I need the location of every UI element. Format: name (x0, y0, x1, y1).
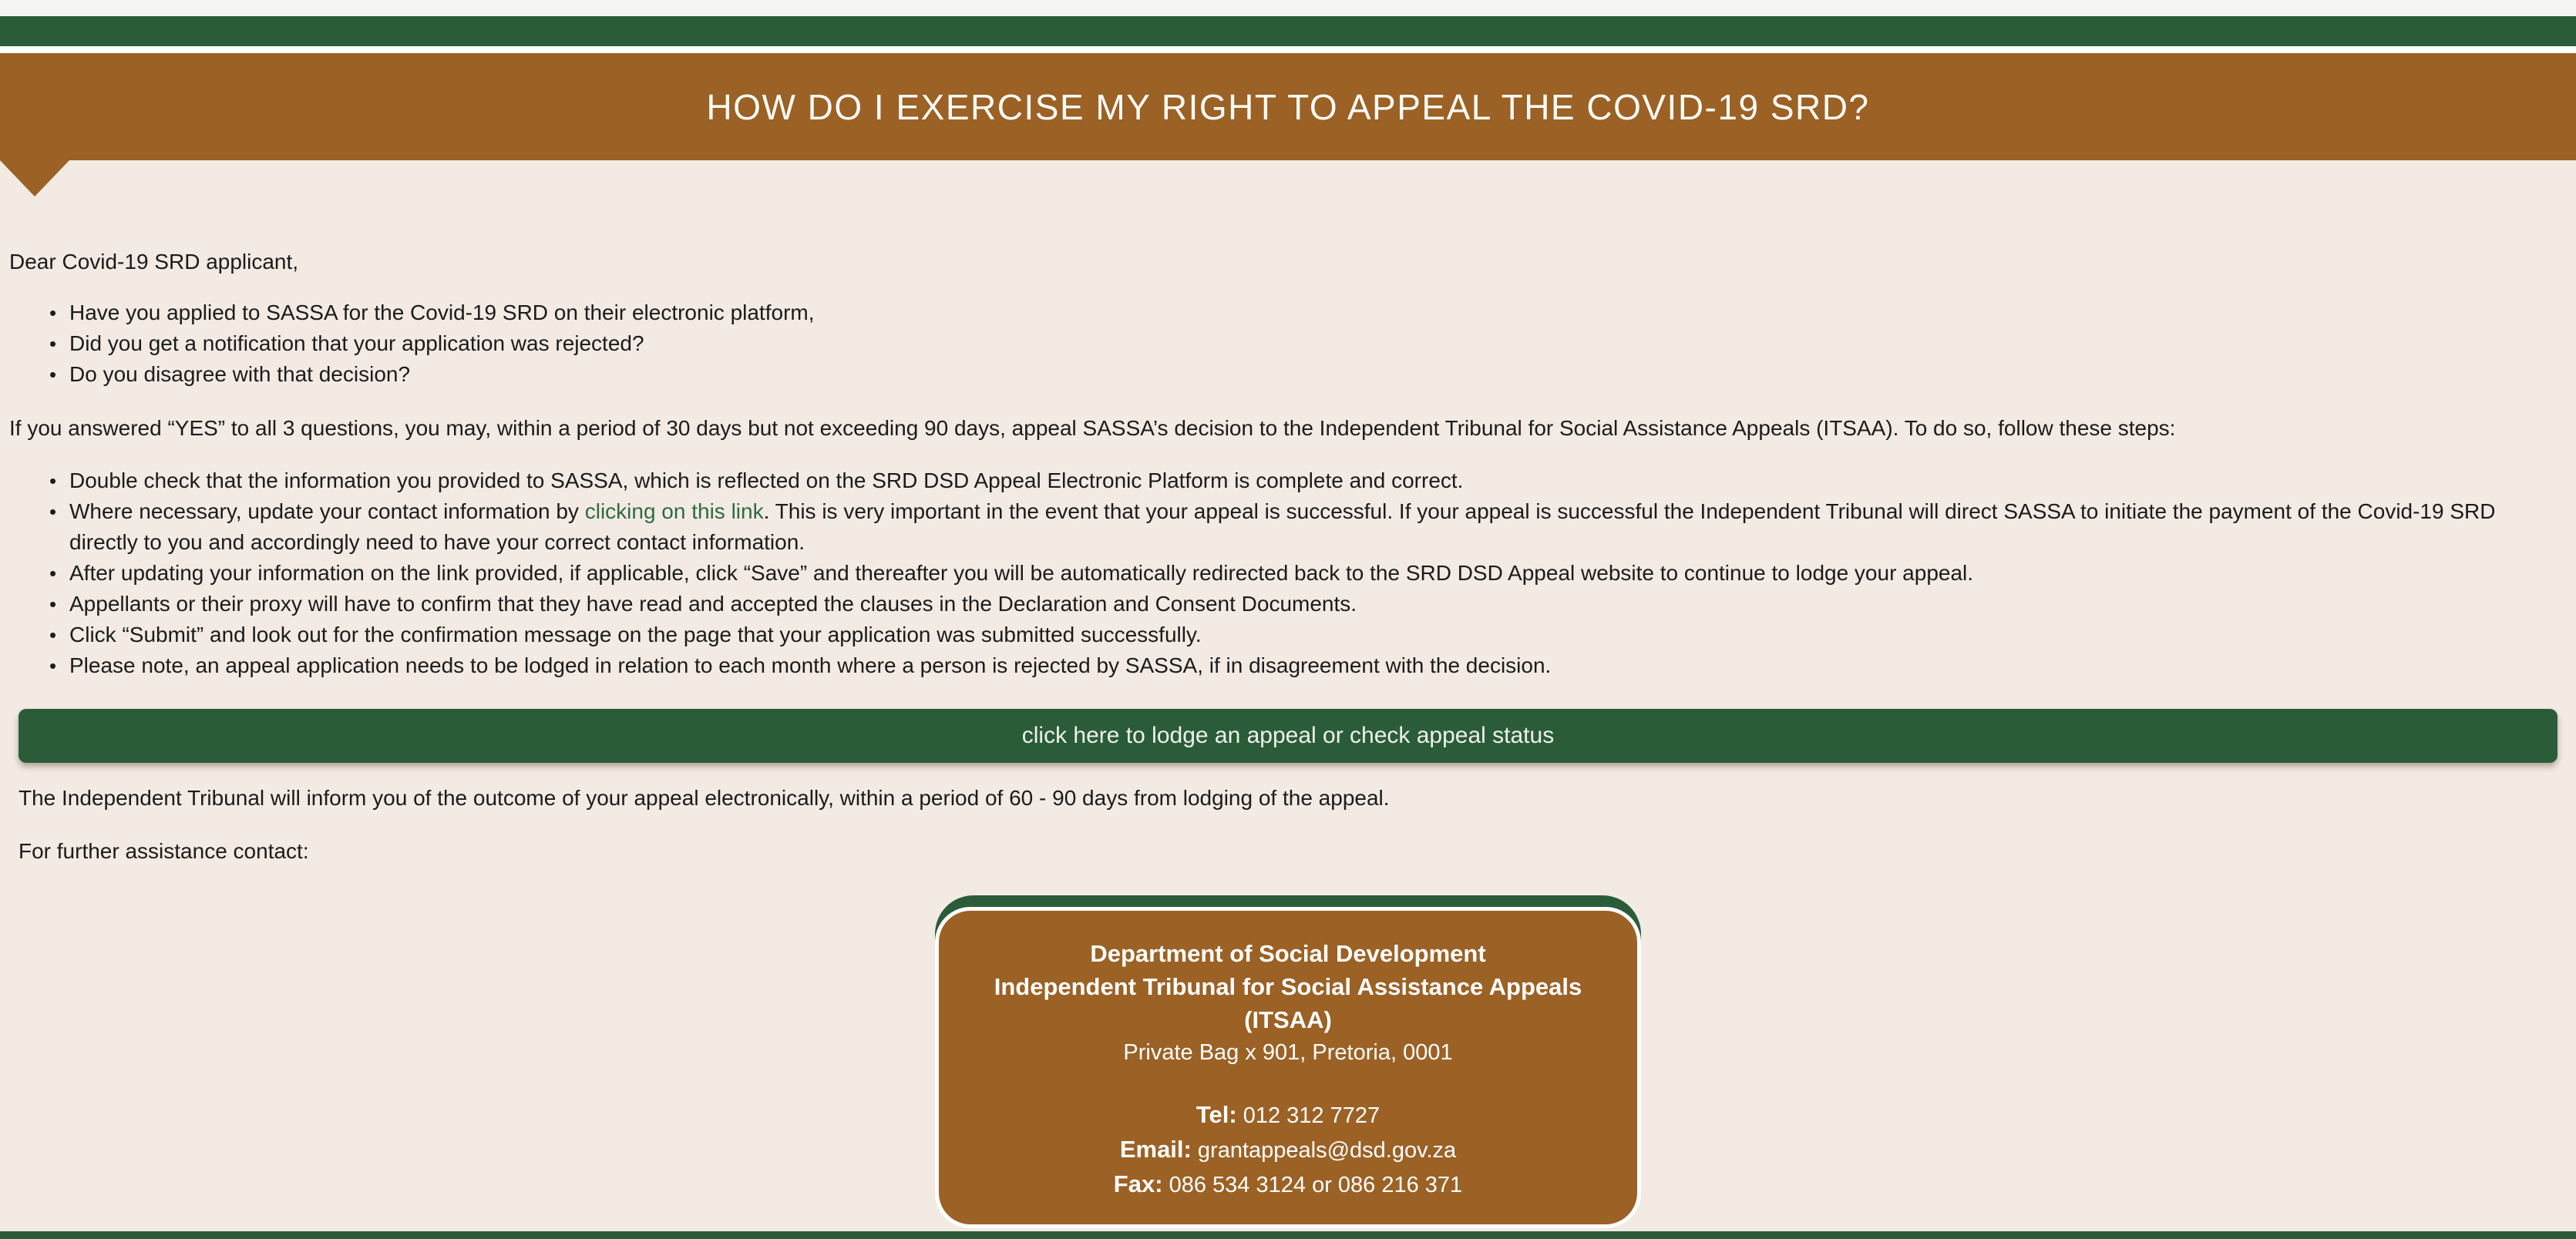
contact-card (935, 907, 1641, 1228)
instruction-text: If you answered “YES” to all 3 questions, you may, within a period of 30 days but not exceeding 90 days, appeal SASSA’s decision to the Independent Tribunal for Social Assistance Appeals (ITSAA). To do so, follow these steps: (9, 416, 2176, 440)
page-banner (0, 53, 2576, 160)
page-title: HOW DO I EXERCISE MY RIGHT TO APPEAL THE COVID-19 SRD? (706, 86, 1870, 127)
tel-label: Tel: (1196, 1101, 1237, 1128)
question-item: • Have you applied to SASSA for the Covid-19 SRD on their electronic platform, (69, 297, 2567, 328)
questions-list (9, 297, 2567, 390)
top-nav-bar (0, 16, 2576, 53)
question-item: • Did you get a notification that your application was rejected? (69, 328, 2567, 359)
step-item (69, 558, 2567, 589)
main-content (0, 160, 2576, 1228)
contact-card-body (935, 907, 1641, 1228)
step-item (69, 620, 2567, 650)
fax-value: 086 534 3124 or 086 216 371 (1169, 1173, 1463, 1197)
contact-tribunal: Independent Tribunal for Social Assistance Appeals (ITSAA) (994, 973, 1582, 1033)
step-item (69, 496, 2567, 558)
contact-tel (957, 1098, 1619, 1133)
greeting-text: Dear Covid-19 SRD applicant, (9, 250, 299, 274)
email-label: Email: (1119, 1136, 1192, 1163)
assistance-note: For further assistance contact: (18, 839, 309, 863)
contact-address: Private Bag x 901, Pretoria, 0001 (1123, 1040, 1453, 1065)
lodge-appeal-button[interactable]: click here to lodge an appeal or check appeal status (18, 709, 2558, 763)
update-contact-link[interactable]: clicking on this link (584, 499, 764, 523)
step-text: Click “Submit” and look out for the confirmation message on the page that your application was submitted successfully. (69, 623, 1202, 646)
top-strip (0, 0, 2576, 16)
tel-value: 012 312 7727 (1243, 1103, 1380, 1128)
step-text: Double check that the information you provided to SASSA, which is reflected on the SRD DSD Appeal Electronic Platform is complete and correct. (69, 468, 1464, 492)
step-text: . This is very important in the event that your appeal is successful. If your appeal is successful the Independent Tribunal will direct SASSA to initiate the payment of the Covid-19 SRD directly to you and accordingly need to have your correct contact information. (69, 499, 2496, 554)
step-text: Appellants or their proxy will have to confirm that they have read and accepted the clauses in the Declaration and Consent Documents. (69, 592, 1357, 616)
contact-email (957, 1133, 1619, 1167)
fax-label: Fax: (1113, 1170, 1163, 1197)
step-text: Please note, an appeal application needs to be lodged in relation to each month where a person is rejected by SASSA, if in disagreement with the decision. (69, 653, 1552, 677)
email-value: grantappeals@dsd.gov.za (1197, 1138, 1457, 1163)
footer-bar (0, 1231, 2576, 1239)
question-item: • Do you disagree with that decision? (69, 359, 2567, 390)
contact-fax (957, 1167, 1619, 1202)
step-item (69, 650, 2567, 681)
step-text: Where necessary, update your contact information by (69, 499, 585, 523)
step-item (69, 465, 2567, 496)
outcome-note: The Independent Tribunal will inform you of the outcome of your appeal electronically, within a period of 60 - 90 days from lodging of the appeal. (18, 786, 1390, 810)
steps-list (9, 465, 2567, 681)
contact-department: Department of Social Development (1090, 940, 1486, 967)
step-text: After updating your information on the link provided, if applicable, click “Save” and thereafter you will be automatically redirected back to the SRD DSD Appeal website to continue to lodge your appeal. (69, 561, 1974, 585)
step-item (69, 589, 2567, 620)
